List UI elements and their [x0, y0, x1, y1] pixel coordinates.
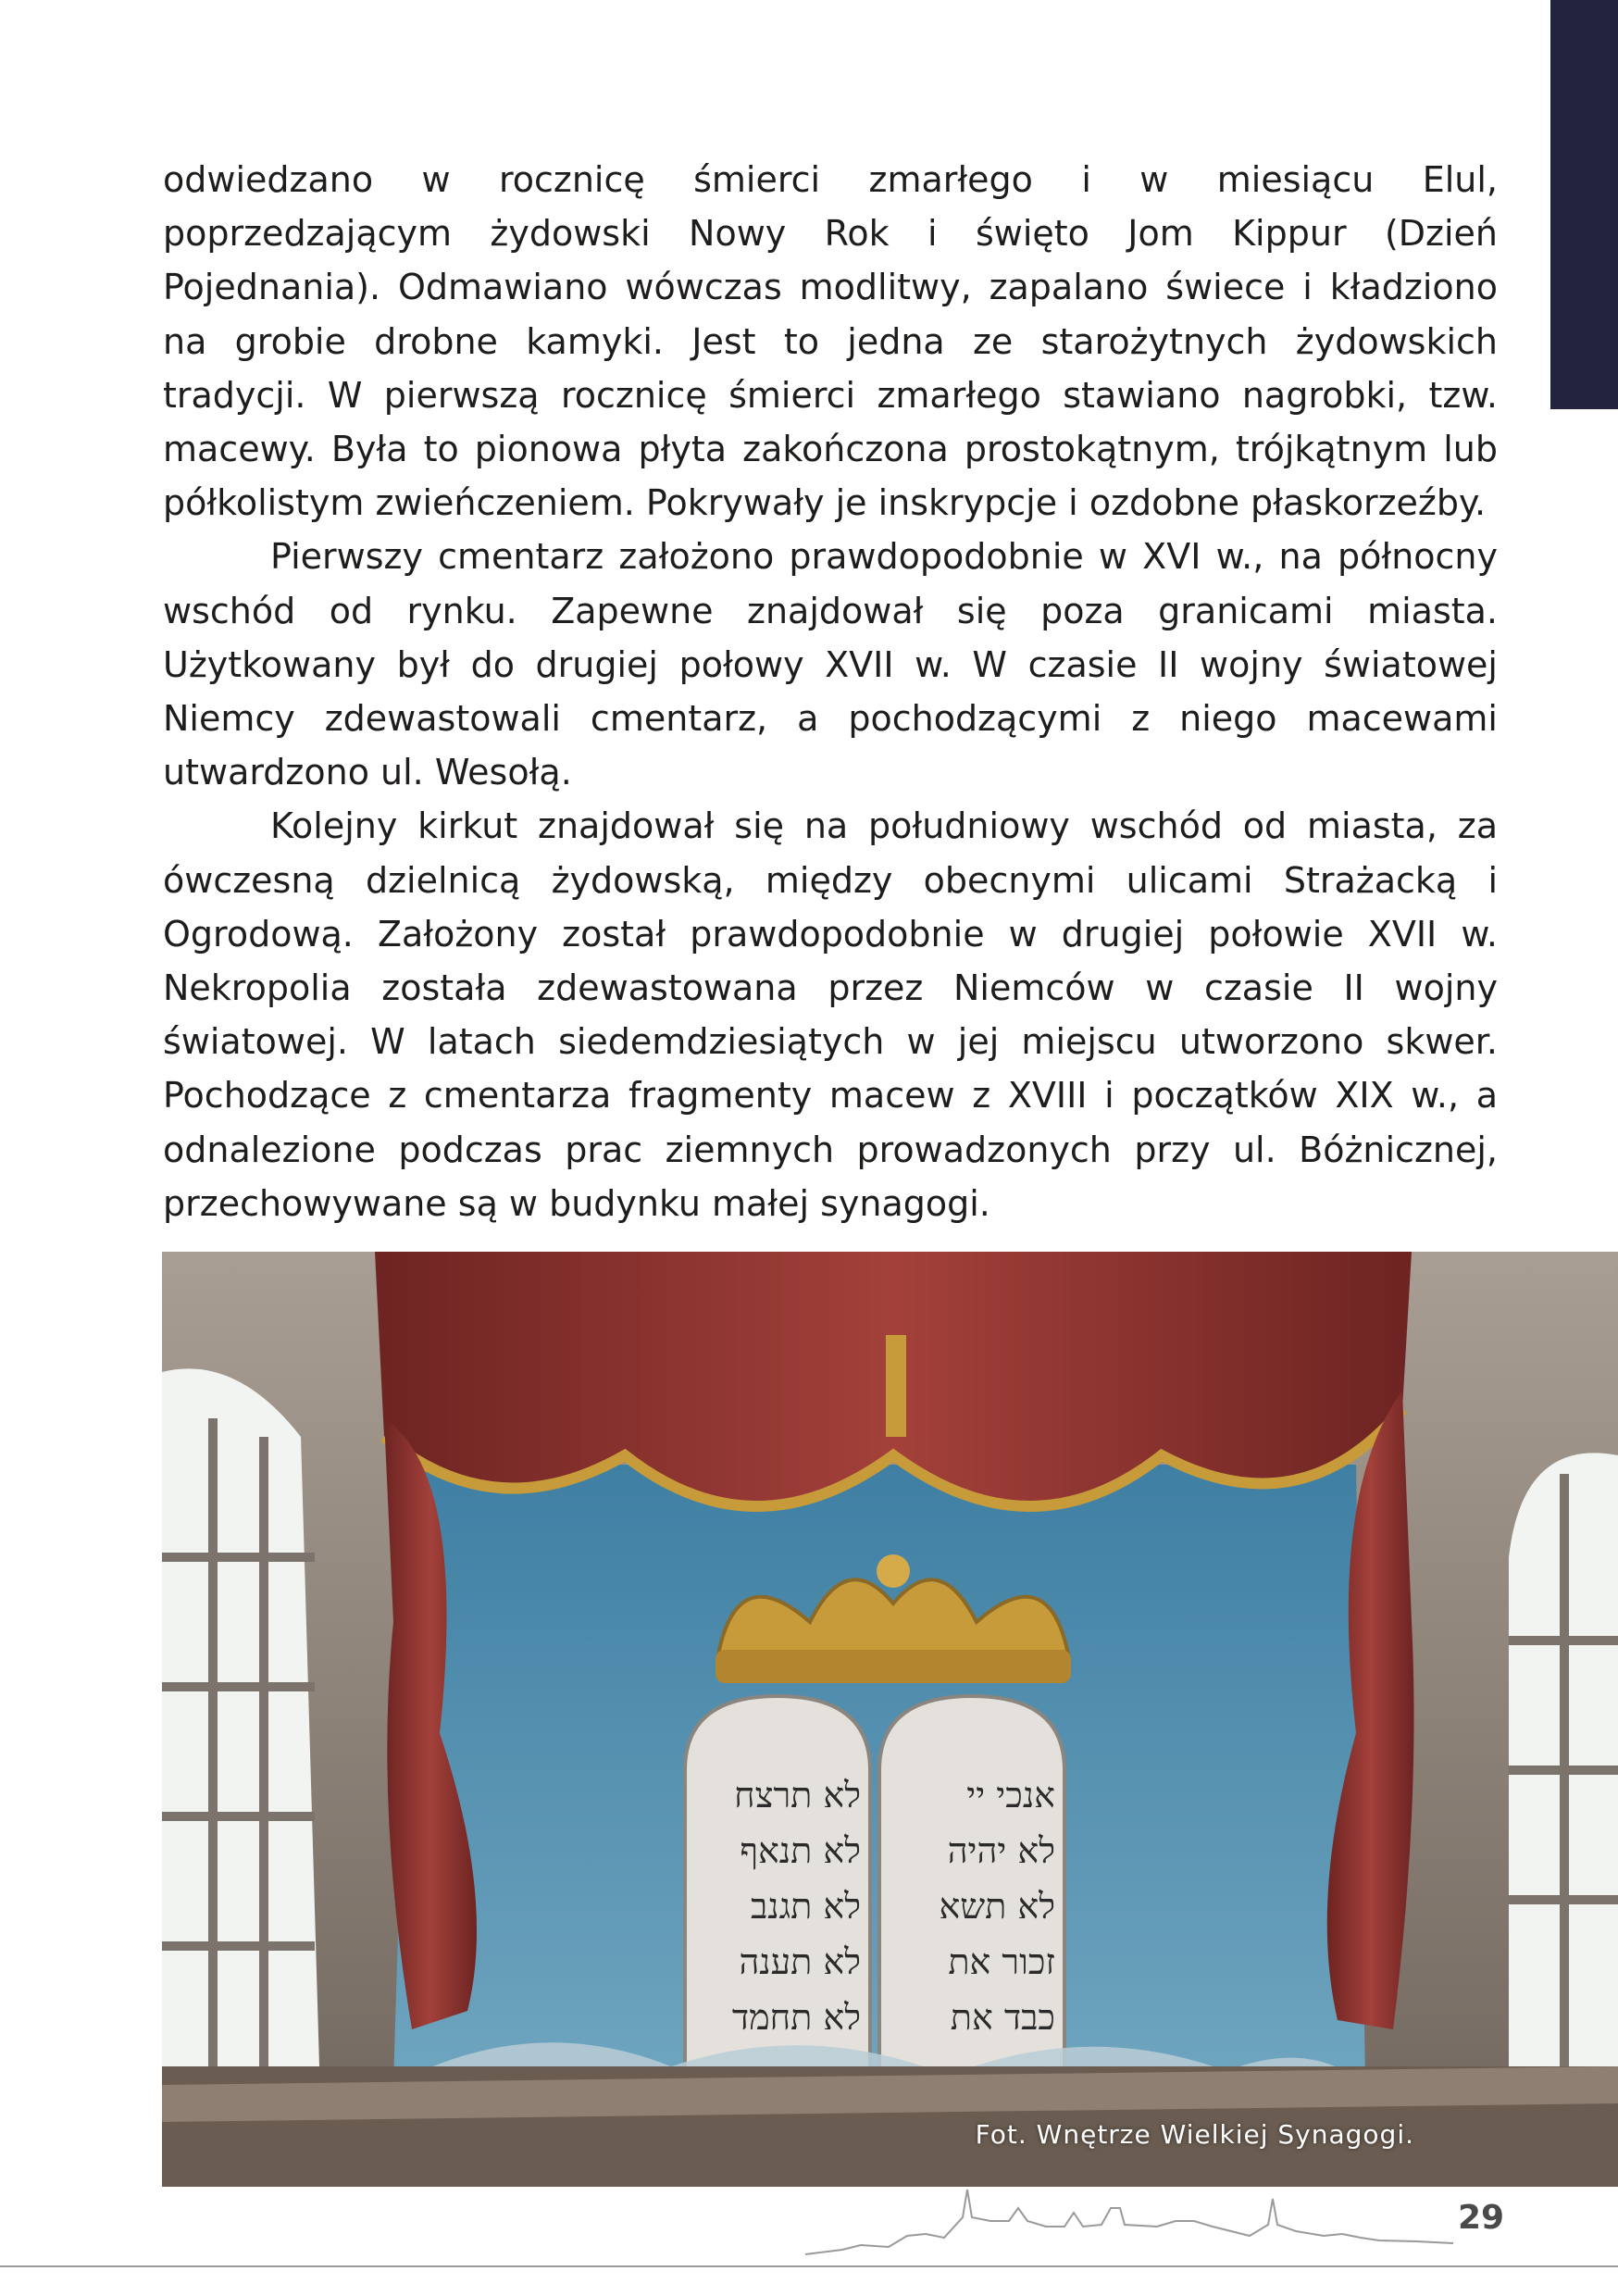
chapter-side-tab: [1550, 0, 1618, 409]
body-text: [163, 153, 1498, 1230]
tablet-right-line: כבד את: [950, 1997, 1055, 2038]
tablet-right-line: אנכי יי: [966, 1775, 1055, 1816]
tablet-left-line: לא תחמד: [731, 1997, 861, 2038]
tablet-right-line: זכור את: [948, 1941, 1055, 1982]
paragraph: odwiedzano w rocznicę śmierci zmarłego i w miesiącu Elul, poprzedzającym żydowski Nowy Rok i święto Jom Kippur (Dzień Pojednania). Odmawiano wówczas modlitwy, zapalano świece i kładziono na grobie drobne kamyki. Jest to jedna ze starożytnych żydowskich tradycji. W pierwszą rocznicę śmierci zmarłego stawiano nagrobki, tzw. macewy. Była to pionowa płyta zakończona prostokątnym, trójkątnym lub półkolistym zwieńczeniem. Pokrywały je inskrypcje i ozdobne płaskorzeźby.: [163, 159, 1498, 524]
right-window: [1509, 1453, 1618, 2066]
tablet-left-line: לא תנאף: [740, 1830, 861, 1871]
photo-caption: Fot. Wnętrze Wielkiej Synagogi.: [975, 2119, 1414, 2150]
paragraph: Kolejny kirkut znajdował się na południowy wschód od miasta, za ówczesną dzielnicą żydowską, między obecnymi ulicami Strażacką i Ogrodową. Założony został prawdopodobnie w drugiej połowie XVII w. Nekropolia została zdewastowana przez Niemców w czasie II wojny światowej. W latach siedemdziesiątych w jej miejscu utworzono skwer. Pochodzące z cmentarza fragmenty macew z XVIII i początków XIX w., a odnalezione podczas prac ziemnych prowadzonych przy ul. Bóżnicznej, przechowywane są w budynku małej synagogi.: [163, 805, 1498, 1224]
tablet-left-line: לא תרצח: [734, 1775, 861, 1816]
tablet-left-line: לא תענה: [739, 1941, 861, 1982]
synagogue-photo: [162, 1252, 1618, 2187]
left-window: [162, 1368, 319, 2066]
paragraph: Pierwszy cmentarz założono prawdopodobnie w XVI w., na północny wschód od rynku. Zapewne znajdował się poza granicami miasta. Użytkowany był do drugiej połowy XVII w. W czasie II wojny światowej Niemcy zdewastowali cmentarz, a pochodzącymi z niego macewami utwardzono ul. Wesołą.: [163, 536, 1498, 793]
tablet-right-line: לא תשא: [939, 1886, 1055, 1927]
town-skyline-icon: [805, 2180, 1453, 2268]
page-number: 29: [1458, 2199, 1505, 2237]
footer-rule: [0, 2265, 1618, 2267]
tablet-right-line: לא יהיה: [947, 1830, 1055, 1871]
tablet-left-line: לא תגנב: [750, 1886, 861, 1927]
